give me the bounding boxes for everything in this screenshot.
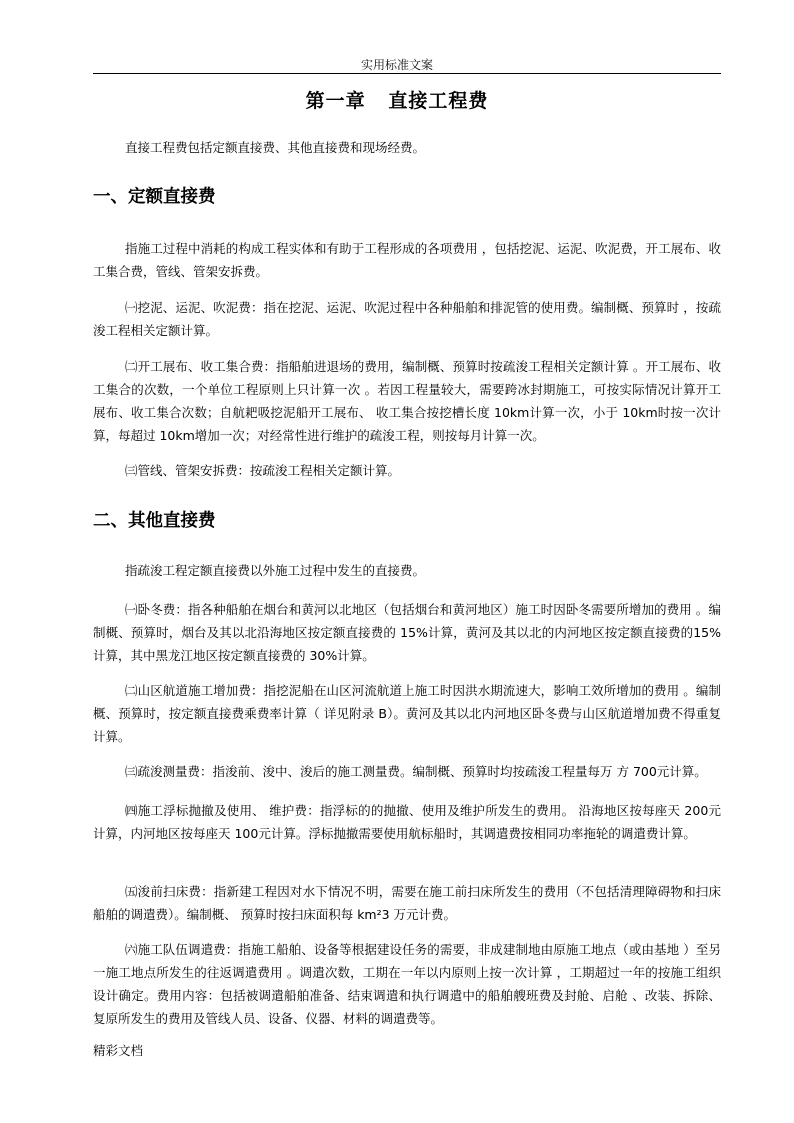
section1-paragraph-2: ㈠挖泥、运泥、吹泥费：指在挖泥、运泥、吹泥过程中各种船舶和排泥管的使用费。编制概、预算时 ，按疏浚工程相关定额计算。 (93, 300, 721, 338)
section2-paragraph-3: ㈡山区航道施工增加费：指挖泥船在山区河流航道上施工时因洪水期流速大，影响工效所增加的费用 。编制概、预算时，按定额直接费乘费率计算（ 详见附录 B）。黄河及其以北内河地区卧冬费与山区航道增加费不得重复计算。 (93, 683, 721, 744)
section2-paragraph-2: ㈠卧冬费：指各种船舶在烟台和黄河以北地区（包括烟台和黄河地区）施工时因卧冬需要所增加的费用 。编制概、预算时，烟台及其以北沿海地区按定额直接费的 15%计算，黄河及其以北的内河地区按定额直接费的15%计算，其中黑龙江地区按定额直接费的 30%计算。 (93, 602, 721, 663)
section2-paragraph-7: ㈥施工队伍调遣费：指施工船舶、设备等根据建设任务的需要，非成建制地由原施工地点（或由基地 ）至另一施工地点所发生的往返调遣费用 。调遣次数，工期在一年以内原则上按一次计算 ，工期超过一年的按施工组织设计确定。费用内容：包括被调遣船舶准备、结束调遣和执行调遣中的船舶艘班费及封舱、启舱 、改装、拆除、复原所发生的费用及管线人员、设备、仪器、材料的调遣费等。 (93, 942, 721, 1026)
section1-paragraph-4: ㈢管线、管架安拆费：按疏浚工程相关定额计算。 (125, 463, 401, 478)
section2-paragraph-1: 指疏浚工程定额直接费以外施工过程中发生的直接费。 (125, 563, 426, 578)
intro-paragraph: 直接工程费包括定额直接费、其他直接费和现场经费。 (125, 140, 426, 155)
section2-paragraph-6: ㈤浚前扫床费：指新建工程因对水下情况不明，需要在施工前扫床所发生的费用（不包括清理障碍物和扫床船舶的调遣费）。编制概、 预算时按扫床面积每 km²3 万元计费。 (93, 884, 721, 922)
section2-paragraph-4: ㈢疏浚测量费：指浚前、浚中、浚后的施工测量费。编制概、预算时均按疏浚工程量每万 方 700元计算。 (125, 764, 707, 779)
chapter-title: 第一章 直接工程费 (305, 90, 489, 112)
page-header-text: 实用标准文案 (360, 58, 433, 72)
section1-paragraph-1: 指施工过程中消耗的构成工程实体和有助于工程形成的各项费用 ，包括挖泥、运泥、吹泥费，开工展布、收工集合费，管线、管架安拆费。 (93, 241, 721, 279)
section1-paragraph-3: ㈡开工展布、收工集合费：指船舶进退场的费用，编制概、预算时按疏浚工程相关定额计算 。开工展布、收工集合的次数，一个单位工程原则上只计算一次 。若因工程量较大，需要跨冰封期施工，可按实际情况计算开工展布、收工集合次数；自航耙吸挖泥船开工展布、 收工集合按挖槽长度 10km计算一次，小于 10km时按一次计算，每超过 10km增加一次；对经常性进行维护的疏浚工程，则按每月计算一次。 (93, 359, 721, 443)
section-heading-2: 二、其他直接费 (93, 511, 216, 531)
section2-paragraph-5: ㈣施工浮标抛撤及使用、 维护费：指浮标的的抛撤、使用及维护所发生的费用。 沿海地区按每座天 200元计算，内河地区按每座天 100元计算。浮标抛撤需要使用航标船时，其调遣费按相同功率拖轮的调遣费计算。 (93, 803, 721, 841)
header-rule (93, 73, 721, 74)
page-footer-text: 精彩文档 (93, 1043, 144, 1058)
section-heading-1: 一、定额直接费 (93, 187, 216, 207)
